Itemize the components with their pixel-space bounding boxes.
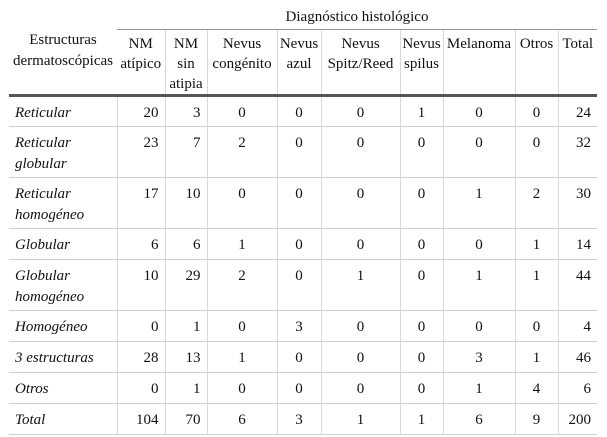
table-cell: 1 xyxy=(515,229,558,260)
table-cell: 2 xyxy=(207,260,277,311)
table-cell: 30 xyxy=(558,178,597,229)
table-cell: 0 xyxy=(443,229,515,260)
table-cell: 0 xyxy=(321,342,400,373)
table-row xyxy=(9,229,597,260)
table-row xyxy=(9,404,597,435)
table-cell: 0 xyxy=(117,311,165,342)
row-label: Reticular globular xyxy=(9,127,117,178)
table-row xyxy=(9,260,597,311)
table-row xyxy=(9,96,597,127)
row-label: Homogéneo xyxy=(9,311,117,342)
table-cell: 0 xyxy=(321,178,400,229)
table-cell: 10 xyxy=(165,178,207,229)
table-cell: 0 xyxy=(400,311,443,342)
table-cell: 24 xyxy=(558,96,597,127)
column-header: Nevus azul xyxy=(277,30,321,96)
table-cell: 3 xyxy=(277,404,321,435)
table-cell: 200 xyxy=(558,404,597,435)
table-cell: 28 xyxy=(117,342,165,373)
table-cell: 0 xyxy=(443,127,515,178)
column-header: Nevus spilus xyxy=(400,30,443,96)
table-cell: 32 xyxy=(558,127,597,178)
table-cell: 0 xyxy=(400,342,443,373)
table-cell: 0 xyxy=(277,373,321,404)
table-cell: 0 xyxy=(321,373,400,404)
table-cell: 0 xyxy=(277,96,321,127)
table-row xyxy=(9,178,597,229)
column-header: Nevus Spitz/Reed xyxy=(321,30,400,96)
table-cell: 0 xyxy=(443,96,515,127)
row-label: Total xyxy=(9,404,117,435)
table-cell: 104 xyxy=(117,404,165,435)
table-cell: 46 xyxy=(558,342,597,373)
row-label: 3 estructuras xyxy=(9,342,117,373)
table-cell: 0 xyxy=(207,311,277,342)
column-header: NM sin atipia xyxy=(165,30,207,96)
column-header: Otros xyxy=(515,30,558,96)
table-cell: 3 xyxy=(165,96,207,127)
table-cell: 2 xyxy=(207,127,277,178)
table-cell: 1 xyxy=(443,373,515,404)
table-cell: 0 xyxy=(207,96,277,127)
column-header: Nevus congénito xyxy=(207,30,277,96)
table-cell: 6 xyxy=(443,404,515,435)
table-cell: 0 xyxy=(207,178,277,229)
table-cell: 1 xyxy=(443,260,515,311)
table-cell: 0 xyxy=(515,311,558,342)
table-cell: 2 xyxy=(515,178,558,229)
table-cell: 1 xyxy=(443,178,515,229)
table-cell: 1 xyxy=(321,260,400,311)
table-cell: 1 xyxy=(515,342,558,373)
row-label: Globular xyxy=(9,229,117,260)
table-cell: 44 xyxy=(558,260,597,311)
table-cell: 0 xyxy=(400,178,443,229)
table-cell: 0 xyxy=(117,373,165,404)
column-header: NM atípico xyxy=(117,30,165,96)
table-cell: 29 xyxy=(165,260,207,311)
table-cell: 17 xyxy=(117,178,165,229)
table-cell: 70 xyxy=(165,404,207,435)
table-cell: 1 xyxy=(321,404,400,435)
row-label: Globular homogéneo xyxy=(9,260,117,311)
table-cell: 4 xyxy=(558,311,597,342)
table-cell: 0 xyxy=(277,342,321,373)
table-cell: 0 xyxy=(277,127,321,178)
table-cell: 1 xyxy=(165,373,207,404)
table-cell: 14 xyxy=(558,229,597,260)
table-cell: 0 xyxy=(515,127,558,178)
table-cell: 0 xyxy=(443,311,515,342)
table-cell: 7 xyxy=(165,127,207,178)
table-cell: 0 xyxy=(277,178,321,229)
table-cell: 0 xyxy=(400,127,443,178)
table-row xyxy=(9,373,597,404)
table-row xyxy=(9,311,597,342)
table-cell: 13 xyxy=(165,342,207,373)
group-header: Diagnóstico histológico xyxy=(117,7,597,30)
table-cell: 0 xyxy=(321,311,400,342)
table-row xyxy=(9,127,597,178)
table-body xyxy=(9,96,597,435)
table-cell: 1 xyxy=(165,311,207,342)
table-cell: 6 xyxy=(558,373,597,404)
table-cell: 9 xyxy=(515,404,558,435)
table-cell: 0 xyxy=(515,96,558,127)
column-header: Melanoma xyxy=(443,30,515,96)
table-cell: 0 xyxy=(321,127,400,178)
table-cell: 0 xyxy=(207,373,277,404)
table-cell: 10 xyxy=(117,260,165,311)
table-cell: 1 xyxy=(207,229,277,260)
table-cell: 4 xyxy=(515,373,558,404)
table-cell: 1 xyxy=(400,96,443,127)
table-cell: 23 xyxy=(117,127,165,178)
table-cell: 0 xyxy=(321,229,400,260)
row-label: Reticular homogéneo xyxy=(9,178,117,229)
table-cell: 3 xyxy=(443,342,515,373)
table-cell: 1 xyxy=(400,404,443,435)
row-label: Otros xyxy=(9,373,117,404)
table-cell: 6 xyxy=(165,229,207,260)
table-cell: 6 xyxy=(117,229,165,260)
table-cell: 1 xyxy=(207,342,277,373)
table-cell: 0 xyxy=(277,260,321,311)
histology-table xyxy=(9,7,597,435)
table-cell: 20 xyxy=(117,96,165,127)
row-label: Reticular xyxy=(9,96,117,127)
row-header-label: Estructuras dermatoscópicas xyxy=(9,7,117,96)
table-cell: 6 xyxy=(207,404,277,435)
table-cell: 0 xyxy=(400,373,443,404)
table-cell: 0 xyxy=(400,260,443,311)
column-header: Total xyxy=(558,30,597,96)
table-cell: 0 xyxy=(400,229,443,260)
table-row xyxy=(9,342,597,373)
table-cell: 0 xyxy=(277,229,321,260)
table-cell: 0 xyxy=(321,96,400,127)
table-cell: 1 xyxy=(515,260,558,311)
table-cell: 3 xyxy=(277,311,321,342)
